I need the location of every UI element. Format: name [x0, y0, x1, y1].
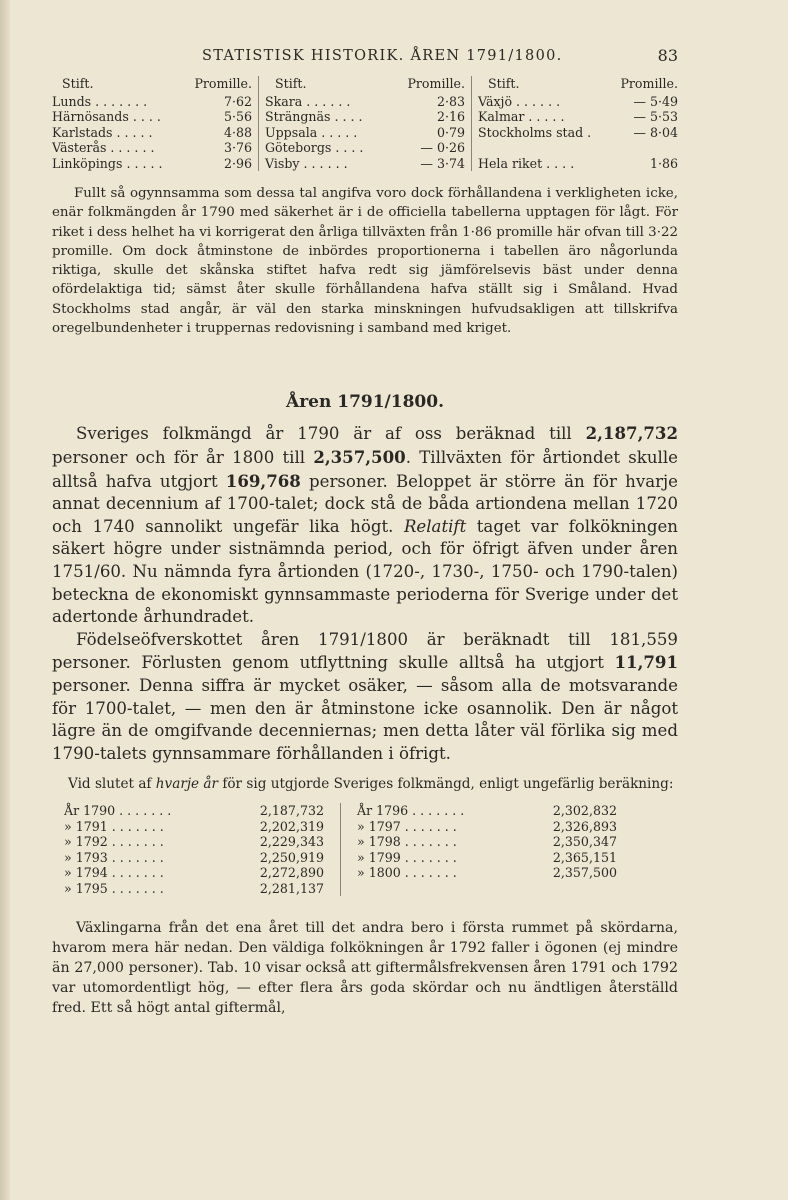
running-title: STATISTISK HISTORIK. ÅREN 1791/1800. — [202, 48, 563, 64]
stift-name: Göteborgs . . . . — [265, 140, 364, 155]
stift-value: 1·86 — [649, 155, 678, 171]
years-column-right — [340, 803, 617, 896]
population-value: 2,202,319 — [259, 818, 324, 834]
text: för sig utgjorde Sveriges folkmängd, enligt ungefärlig beräkning: — [218, 776, 674, 793]
population-by-year-table — [52, 803, 678, 896]
population-value: 2,250,919 — [259, 849, 324, 865]
year-label: » 1797 . . . . . . . — [357, 818, 457, 834]
stift-value: 5·56 — [223, 109, 252, 124]
table-row — [265, 140, 465, 156]
stift-name: Lunds . . . . . . . — [52, 93, 148, 109]
stift-name: Linköpings . . . . . — [52, 155, 163, 171]
population-value: 2,326,893 — [552, 818, 617, 834]
table-row — [64, 850, 324, 866]
table-row — [64, 865, 324, 881]
table-row — [265, 109, 465, 125]
column-header-promille: Promille. — [194, 76, 252, 91]
text: . Tillväxten för årtiondet skulle alltså hafva utgjort — [52, 447, 678, 491]
stift-name: Karlstads . . . . . — [52, 124, 153, 140]
section-body — [52, 422, 678, 765]
bold-number: 169,768 — [225, 470, 301, 491]
italic-word: Relatift — [403, 516, 467, 536]
column-header-stift: Stift. — [275, 76, 307, 91]
population-value: 2,281,137 — [259, 880, 324, 896]
stift-value: — 3·74 — [420, 155, 465, 171]
bold-number: 11,791 — [614, 652, 678, 673]
stift-value: 2·83 — [436, 93, 465, 109]
text: Vid slutet af — [68, 776, 156, 793]
stift-column — [471, 76, 678, 171]
stift-value: 3·76 — [223, 140, 252, 155]
closing-paragraph — [52, 918, 678, 1018]
paragraph-text: Fullt så ogynnsamma som dessa tal angifva voro dock förhållandena i verkligheten icke, enär folkmängden år 1790 med säkerhet är i de officiella tabellerna upptagen för lågt. För riket i dess helhet ha vi korrigerat den årliga tillväxten från 1·86 promille här ofvan till 3·22 promille. Om dock åtminstone de inbördes proportionerna i tabellen äro någorlunda riktiga, skulle det skånska stiftet hafva redt sig jämförelsevis bäst under denna ofördelaktiga tid; sämst åter skulle förhållandena hafva ställt sig i Småland. Hvad Stockholms stad angår, är väl den starka minskningen hufvudsakligen att tillskrifva oregelbundenheter i truppernas redovisning i samband med kriget. — [52, 186, 678, 337]
text: personer. Beloppet är större än för hvarje annat decennium af 1700-talet; dock stå de båda artiondena mellan 1720 och 1740 sannolikt ungefär lika högt. — [52, 471, 678, 536]
table-row — [357, 819, 617, 835]
stift-column — [52, 76, 258, 171]
paragraph-text: Växlingarna från det ena året till det andra bero i första rummet på skördarna, hvarom mera här nedan. Den väldiga folkökningen år 1792 faller i ögonen (ej mindre än 27,000 personer). Tab. 10 visar också att giftermålsfrekvensen åren 1791 och 1792 var utomordentligt hög, — efter flera års goda skördar och nu ändtligen återställd fred. Ett så högt antal giftermål, — [52, 920, 678, 1017]
stift-value: 2·16 — [436, 109, 465, 124]
stift-value: — 0·26 — [420, 140, 465, 155]
table-row — [265, 156, 465, 172]
table-row — [52, 140, 252, 156]
bold-number: 2,187,732 — [585, 423, 678, 444]
table-row — [52, 94, 252, 110]
stift-value: — 8·04 — [633, 124, 678, 140]
table-row — [357, 850, 617, 866]
text: Sveriges folkmängd år 1790 är af oss beräknad till — [76, 424, 586, 444]
column-header-stift: Stift. — [488, 76, 520, 91]
year-label: » 1793 . . . . . . . — [64, 849, 164, 865]
page — [52, 40, 678, 1018]
column-header-promille: Promille. — [407, 76, 465, 91]
stift-value: — 5·53 — [633, 109, 678, 124]
table-row — [478, 140, 678, 156]
table-row — [357, 865, 617, 881]
section-heading: Åren 1791/1800. — [286, 392, 444, 413]
stift-name — [478, 140, 482, 156]
paragraph — [52, 775, 678, 793]
year-label: » 1798 . . . . . . . — [357, 834, 457, 850]
paragraph — [52, 629, 678, 766]
year-label: » 1800 . . . . . . . — [357, 865, 457, 881]
stift-name: Växjö . . . . . . — [478, 93, 561, 109]
yearly-intro — [52, 775, 678, 793]
table-row — [64, 881, 324, 897]
table-row — [52, 125, 252, 141]
table-row — [357, 803, 617, 819]
stift-name: Kalmar . . . . . — [478, 109, 565, 124]
table-row — [52, 156, 252, 172]
text: Födelseöfverskottet åren 1791/1800 är beräknadt till 181,559 personer. Förlusten genom utflyttning skulle alltså ha utgjort — [52, 629, 678, 673]
population-value: 2,272,890 — [259, 865, 324, 881]
stift-name: Visby . . . . . . — [265, 155, 348, 171]
year-label: » 1794 . . . . . . . — [64, 865, 164, 881]
paragraph — [52, 422, 678, 628]
column-header-stift: Stift. — [62, 76, 94, 91]
stift-table — [52, 76, 678, 171]
year-label: År 1790 . . . . . . . — [64, 803, 172, 819]
text: taget var folkökningen säkert högre under sistnämnda period, och för öfrigt äfven under åren 1751/60. Nu nämnda fyra årtionden (1720-, 1730-, 1750- och 1790-talen) beteckna de ekonomiskt gynnsammaste perioderna för Sverige under det adertonde århundradet. — [52, 516, 678, 627]
book-spine — [0, 0, 10, 1200]
intro-paragraph — [52, 184, 678, 338]
stift-value: 0·79 — [436, 124, 465, 140]
stift-value: 2·96 — [223, 155, 252, 171]
table-row — [357, 834, 617, 850]
table-row — [478, 109, 678, 125]
table-row — [265, 94, 465, 110]
stift-name: Västerås . . . . . . — [52, 140, 155, 155]
table-row — [265, 125, 465, 141]
page-number: 83 — [657, 46, 678, 65]
stift-name: Hela riket . . . . — [478, 155, 575, 171]
stift-value: — 5·49 — [633, 93, 678, 109]
stift-name: Stockholms stad . — [478, 124, 592, 140]
bold-number: 2,357,500 — [313, 446, 406, 467]
year-label: » 1792 . . . . . . . — [64, 834, 164, 850]
year-label: » 1791 . . . . . . . — [64, 818, 164, 834]
table-row — [64, 834, 324, 850]
stift-name: Uppsala . . . . . — [265, 124, 358, 140]
text: personer. Denna siffra är mycket osäker, — såsom alla de motsvarande för 1700-talet, — men den är åtminstone icke osannolik. Den är något lägre än de omgifvande decenniernas; men detta låter väl förlika sig med 1790-talets gynnsammare förhållanden i öfrigt. — [52, 675, 678, 763]
table-row — [478, 125, 678, 141]
year-label: » 1799 . . . . . . . — [357, 849, 457, 865]
population-value: 2,365,151 — [552, 849, 617, 865]
stift-name: Strängnäs . . . . — [265, 109, 363, 124]
italic-words: hvarje år — [155, 776, 219, 793]
population-value: 2,187,732 — [259, 803, 324, 819]
population-value: 2,302,832 — [552, 803, 617, 819]
table-row — [64, 803, 324, 819]
table-row — [478, 156, 678, 172]
table-row — [64, 819, 324, 835]
stift-value: 4·88 — [223, 124, 252, 140]
population-value: 2,350,347 — [552, 834, 617, 850]
population-value: 2,357,500 — [552, 865, 617, 881]
population-value: 2,229,343 — [259, 834, 324, 850]
stift-name: Härnösands . . . . — [52, 109, 161, 124]
table-row — [52, 109, 252, 125]
stift-name: Skara . . . . . . — [265, 93, 351, 109]
stift-value: 7·62 — [223, 93, 252, 109]
year-label: År 1796 . . . . . . . — [357, 803, 465, 819]
years-column-left — [52, 803, 324, 896]
stift-column — [258, 76, 471, 171]
running-header — [52, 40, 678, 76]
table-row — [478, 94, 678, 110]
year-label: » 1795 . . . . . . . — [64, 880, 164, 896]
text: personer och för år 1800 till — [52, 447, 314, 467]
column-header-promille: Promille. — [620, 76, 678, 91]
